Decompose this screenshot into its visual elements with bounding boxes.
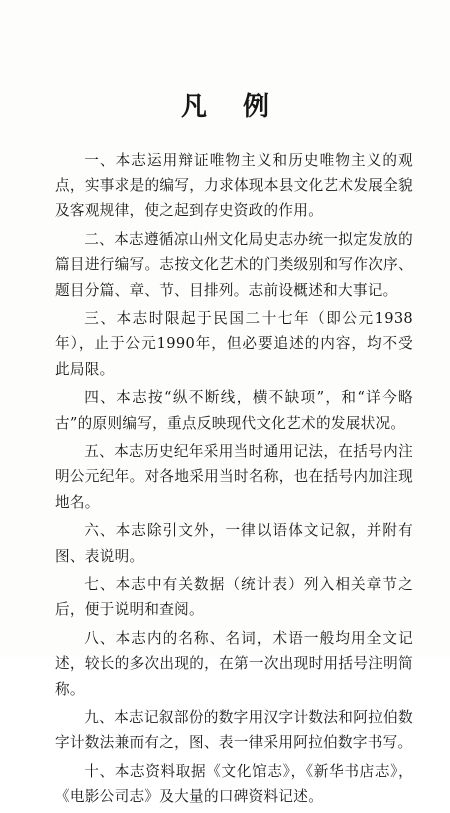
paragraph-10: 十、本志资料取据《文化馆志》，《新华书店志》，《电影公司志》及大量的口碑资料记述。 [55,763,413,806]
paragraph-3: 三、本志时限起于民国二十七年（即公元1938年），止于公元1990年，但必要追述的内容，均不受此局限。 [55,310,413,378]
paragraph-2: 二、本志遵循凉山州文化局史志办统一拟定发放的篇目进行编写。志按文化艺术的门类级别和写作次序、题目分篇、章、节、目排列。志前设概述和大事记。 [55,231,413,299]
paragraph-7: 七、本志中有关数据（统计表）列入相关章节之后，便于说明和查阅。 [55,576,413,619]
document-body [55,148,413,813]
paragraph-6: 六、本志除引文外，一律以语体文记叙，并附有图、表说明。 [55,522,413,565]
paragraph-9: 九、本志记叙部份的数字用汉字计数法和阿拉伯数字计数法兼而有之，图、表一律采用阿拉伯数字书写。 [55,709,413,752]
paragraph-1: 一、本志运用辩证唯物主义和历史唯物主义的观点，实事求是的编写，力求体现本县文化艺术发展全貌及客观规律，使之起到存史资政的作用。 [55,152,413,220]
page-title: 凡例 [180,92,305,122]
paragraph-8: 八、本志内的名称、名词，术语一般均用全文记述，较长的多次出现的，在第一次出现时用括号注明简称。 [55,630,413,698]
paragraph-5: 五、本志历史纪年采用当时通用记法，在括号内注明公元纪年。对各地采用当时名称，也在括号内加注现地名。 [55,443,413,511]
paragraph-4: 四、本志按“纵不断线，横不缺项”，和“详今略古”的原则编写，重点反映现代文化艺术的发展状况。 [55,389,413,432]
